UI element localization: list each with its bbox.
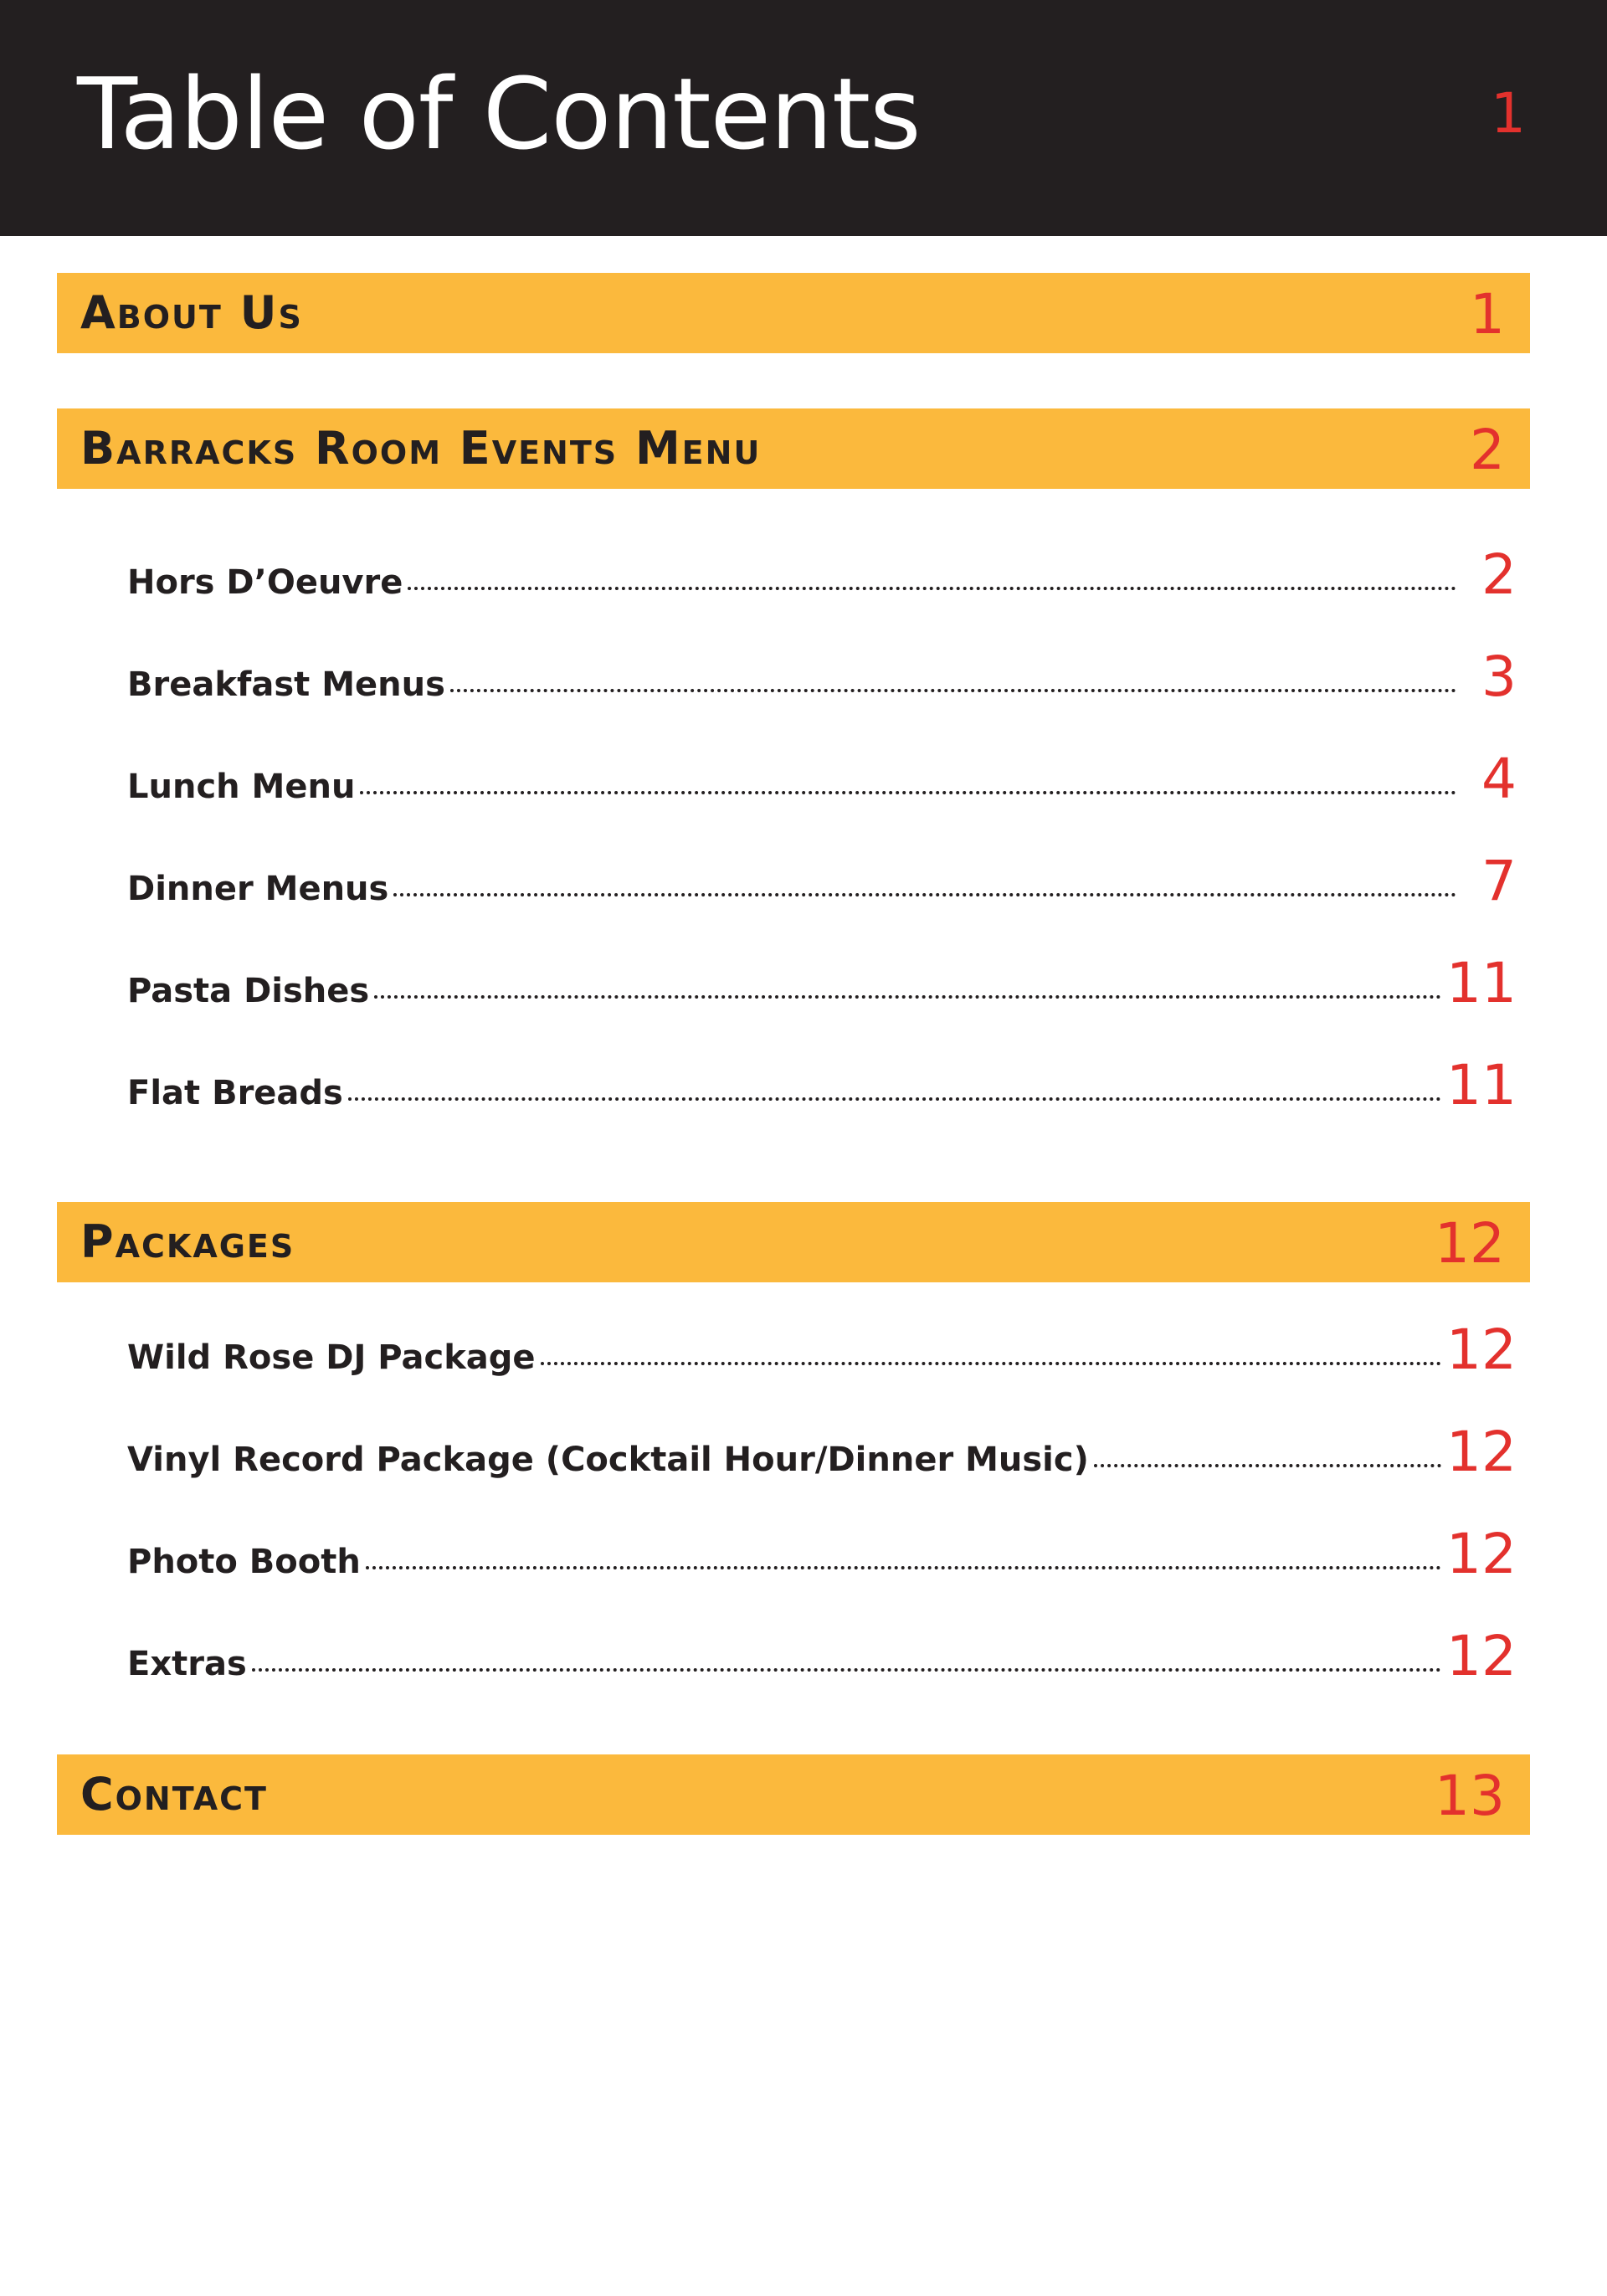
section-title: Barracks Room Events Menu (80, 422, 762, 475)
section-packages[interactable] (57, 1202, 1530, 1282)
entry-page-number: 4 (1481, 747, 1517, 811)
entry-page-number: 7 (1481, 849, 1517, 913)
entry-page-number: 11 (1446, 951, 1517, 1015)
entry-label: Lunch Menu (127, 768, 356, 806)
dot-leader (348, 1097, 1441, 1101)
page-header (0, 0, 1607, 236)
entry-page-number: 12 (1446, 1624, 1517, 1688)
entry-label: Dinner Menus (127, 870, 389, 908)
toc-entry-lunch-menu[interactable] (127, 747, 1517, 819)
section-title: About Us (80, 286, 303, 339)
dot-leader (541, 1362, 1441, 1365)
section-page-number: 1 (1470, 282, 1505, 347)
dot-leader (408, 587, 1456, 590)
entry-page-number: 12 (1446, 1420, 1517, 1484)
entry-page-number: 12 (1446, 1318, 1517, 1382)
dot-leader (1094, 1464, 1441, 1467)
entry-page-number: 2 (1481, 542, 1517, 607)
toc-entry-hors-doeuvre[interactable] (127, 542, 1517, 614)
entry-label: Pasta Dishes (127, 972, 370, 1010)
toc-entry-vinyl-record-package[interactable] (127, 1420, 1517, 1492)
section-title: Packages (80, 1215, 295, 1268)
entry-page-number: 11 (1446, 1053, 1517, 1117)
dot-leader (393, 893, 1456, 896)
entry-label: Extras (127, 1645, 247, 1683)
toc-entry-breakfast-menus[interactable] (127, 645, 1517, 717)
entry-page-number: 12 (1446, 1522, 1517, 1586)
section-about-us[interactable] (57, 273, 1530, 353)
toc-entry-extras[interactable] (127, 1624, 1517, 1696)
section-page-number: 2 (1470, 418, 1505, 482)
section-page-number: 13 (1435, 1764, 1505, 1828)
dot-leader (374, 995, 1441, 999)
toc-entry-flat-breads[interactable] (127, 1053, 1517, 1125)
dot-leader (252, 1668, 1441, 1672)
entry-label: Wild Rose DJ Package (127, 1338, 536, 1377)
dot-leader (366, 1566, 1441, 1569)
section-title: Contact (80, 1768, 268, 1821)
toc-entry-dinner-menus[interactable] (127, 849, 1517, 921)
section-page-number: 12 (1435, 1211, 1505, 1276)
entry-label: Photo Booth (127, 1543, 361, 1581)
section-barracks-room-events-menu[interactable] (57, 408, 1530, 489)
entry-label: Hors D’Oeuvre (127, 563, 403, 602)
entry-label: Vinyl Record Package (Cocktail Hour/Dinner Music) (127, 1441, 1089, 1479)
entry-page-number: 3 (1481, 645, 1517, 709)
toc-entry-photo-booth[interactable] (127, 1522, 1517, 1594)
entry-label: Breakfast Menus (127, 665, 445, 704)
dot-leader (450, 689, 1456, 692)
entry-label: Flat Breads (127, 1074, 343, 1112)
toc-entry-wild-rose-dj-package[interactable] (127, 1318, 1517, 1389)
page-number: 1 (1491, 81, 1526, 146)
section-contact[interactable] (57, 1754, 1530, 1835)
toc-entry-pasta-dishes[interactable] (127, 951, 1517, 1023)
dot-leader (360, 791, 1456, 794)
page-title: Table of Contents (77, 56, 921, 172)
